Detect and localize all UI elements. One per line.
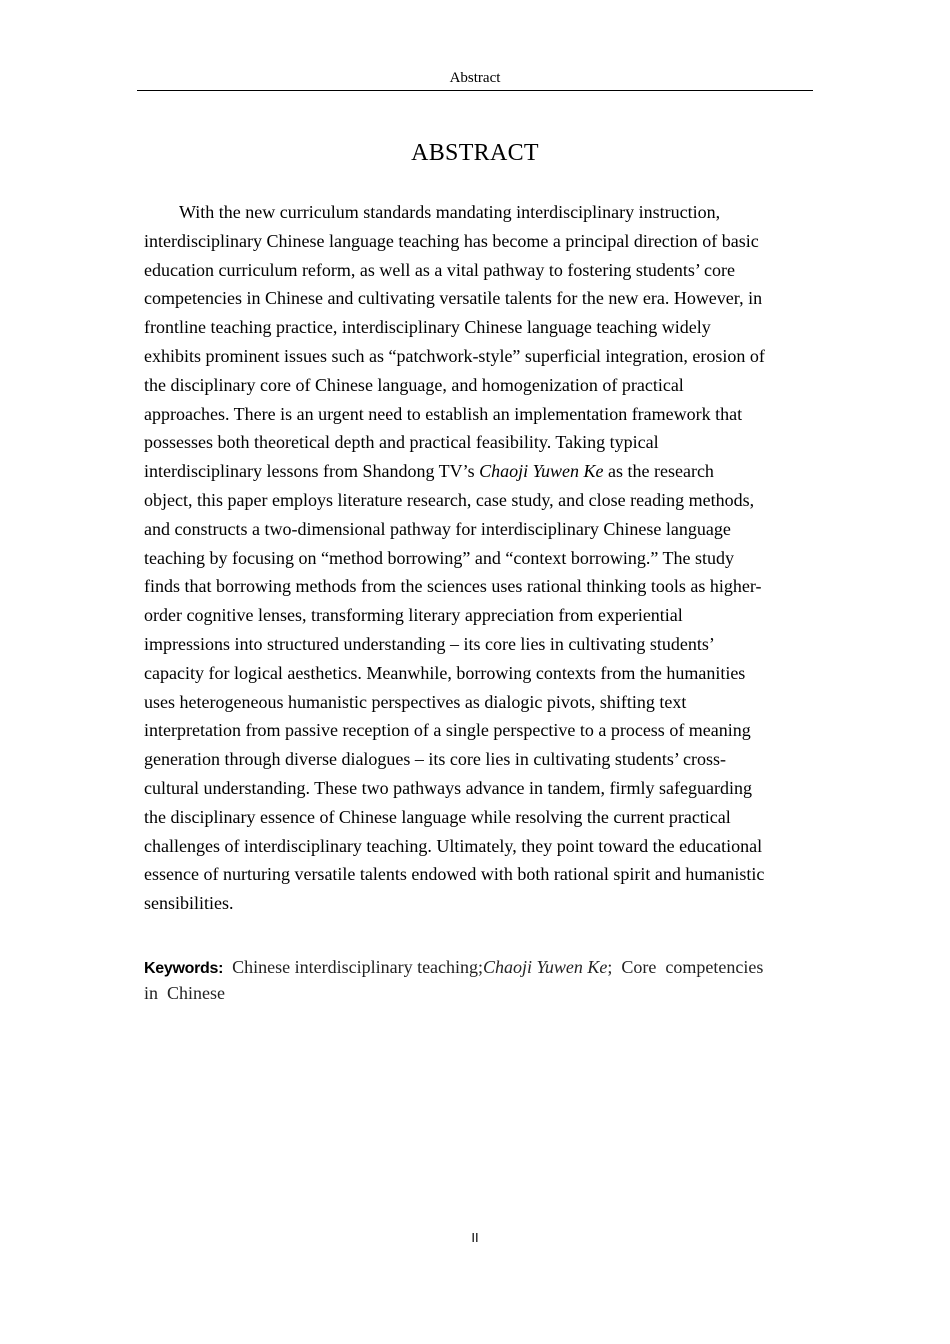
abstract-line: possesses both theoretical depth and practical feasibility. Taking typical: [144, 432, 659, 453]
keyword-text: in Chinese: [144, 983, 225, 1003]
abstract-body: [144, 198, 806, 918]
abstract-line: uses heterogeneous humanistic perspectives as dialogic pivots, shifting text: [144, 691, 687, 712]
abstract-line: and constructs a two-dimensional pathway for interdisciplinary Chinese language: [144, 518, 731, 539]
running-header: [137, 70, 813, 91]
abstract-line: capacity for logical aesthetics. Meanwhile, borrowing contexts from the humanities: [144, 662, 746, 683]
abstract-line: exhibits prominent issues such as “patchwork-style” superficial integration, erosion of: [144, 345, 765, 366]
abstract-line: [144, 457, 806, 486]
keyword-text: Chinese interdisciplinary teaching;: [232, 957, 484, 977]
keywords-section: [144, 955, 806, 1006]
abstract-line: the disciplinary essence of Chinese language while resolving the current practical: [144, 806, 731, 827]
keyword-program-title: Chaoji Yuwen Ke: [483, 957, 608, 977]
abstract-line: With the new curriculum standards mandating interdisciplinary instruction,: [179, 202, 721, 222]
keyword-text: ; Core competencies: [607, 957, 764, 977]
keywords-label: Keywords:: [144, 960, 224, 977]
abstract-line: interdisciplinary Chinese language teaching has become a principal direction of basic: [144, 230, 759, 251]
abstract-line: generation through diverse dialogues – its core lies in cultivating students’ cross-: [144, 749, 727, 770]
abstract-line: impressions into structured understanding – its core lies in cultivating students’: [144, 633, 715, 654]
abstract-line: cultural understanding. These two pathways advance in tandem, firmly safeguarding: [144, 777, 752, 798]
abstract-line: order cognitive lenses, transforming literary appreciation from experiential: [144, 605, 683, 626]
abstract-title: ABSTRACT: [411, 140, 539, 166]
abstract-line: sensibilities.: [144, 893, 234, 914]
abstract-line-text: as the research: [608, 461, 714, 482]
abstract-line: interpretation from passive reception of a single perspective to a process of meaning: [144, 720, 751, 741]
abstract-line: education curriculum reform, as well as a vital pathway to fostering students’ core: [144, 259, 735, 280]
abstract-line: frontline teaching practice, interdisciplinary Chinese language teaching widely: [144, 317, 711, 338]
abstract-line: teaching by focusing on “method borrowing” and “context borrowing.” The study: [144, 547, 735, 568]
running-header-title: Abstract: [449, 70, 501, 86]
abstract-line: challenges of interdisciplinary teaching. Ultimately, they point toward the educational: [144, 835, 763, 856]
abstract-line: essence of nurturing versatile talents endowed with both rational spirit and humanistic: [144, 864, 765, 885]
abstract-line-text: interdisciplinary lessons from Shandong TV’s: [144, 461, 480, 482]
abstract-line: approaches. There is an urgent need to establish an implementation framework that: [144, 403, 743, 424]
abstract-line: the disciplinary core of Chinese language, and homogenization of practical: [144, 374, 684, 395]
page-number: II: [471, 1230, 479, 1245]
abstract-line: object, this paper employs literature research, case study, and close reading methods,: [144, 489, 755, 510]
abstract-line: finds that borrowing methods from the sciences uses rational thinking tools as higher-: [144, 576, 762, 597]
abstract-line: competencies in Chinese and cultivating versatile talents for the new era. However, in: [144, 288, 763, 309]
program-title: Chaoji Yuwen Ke: [479, 461, 604, 482]
